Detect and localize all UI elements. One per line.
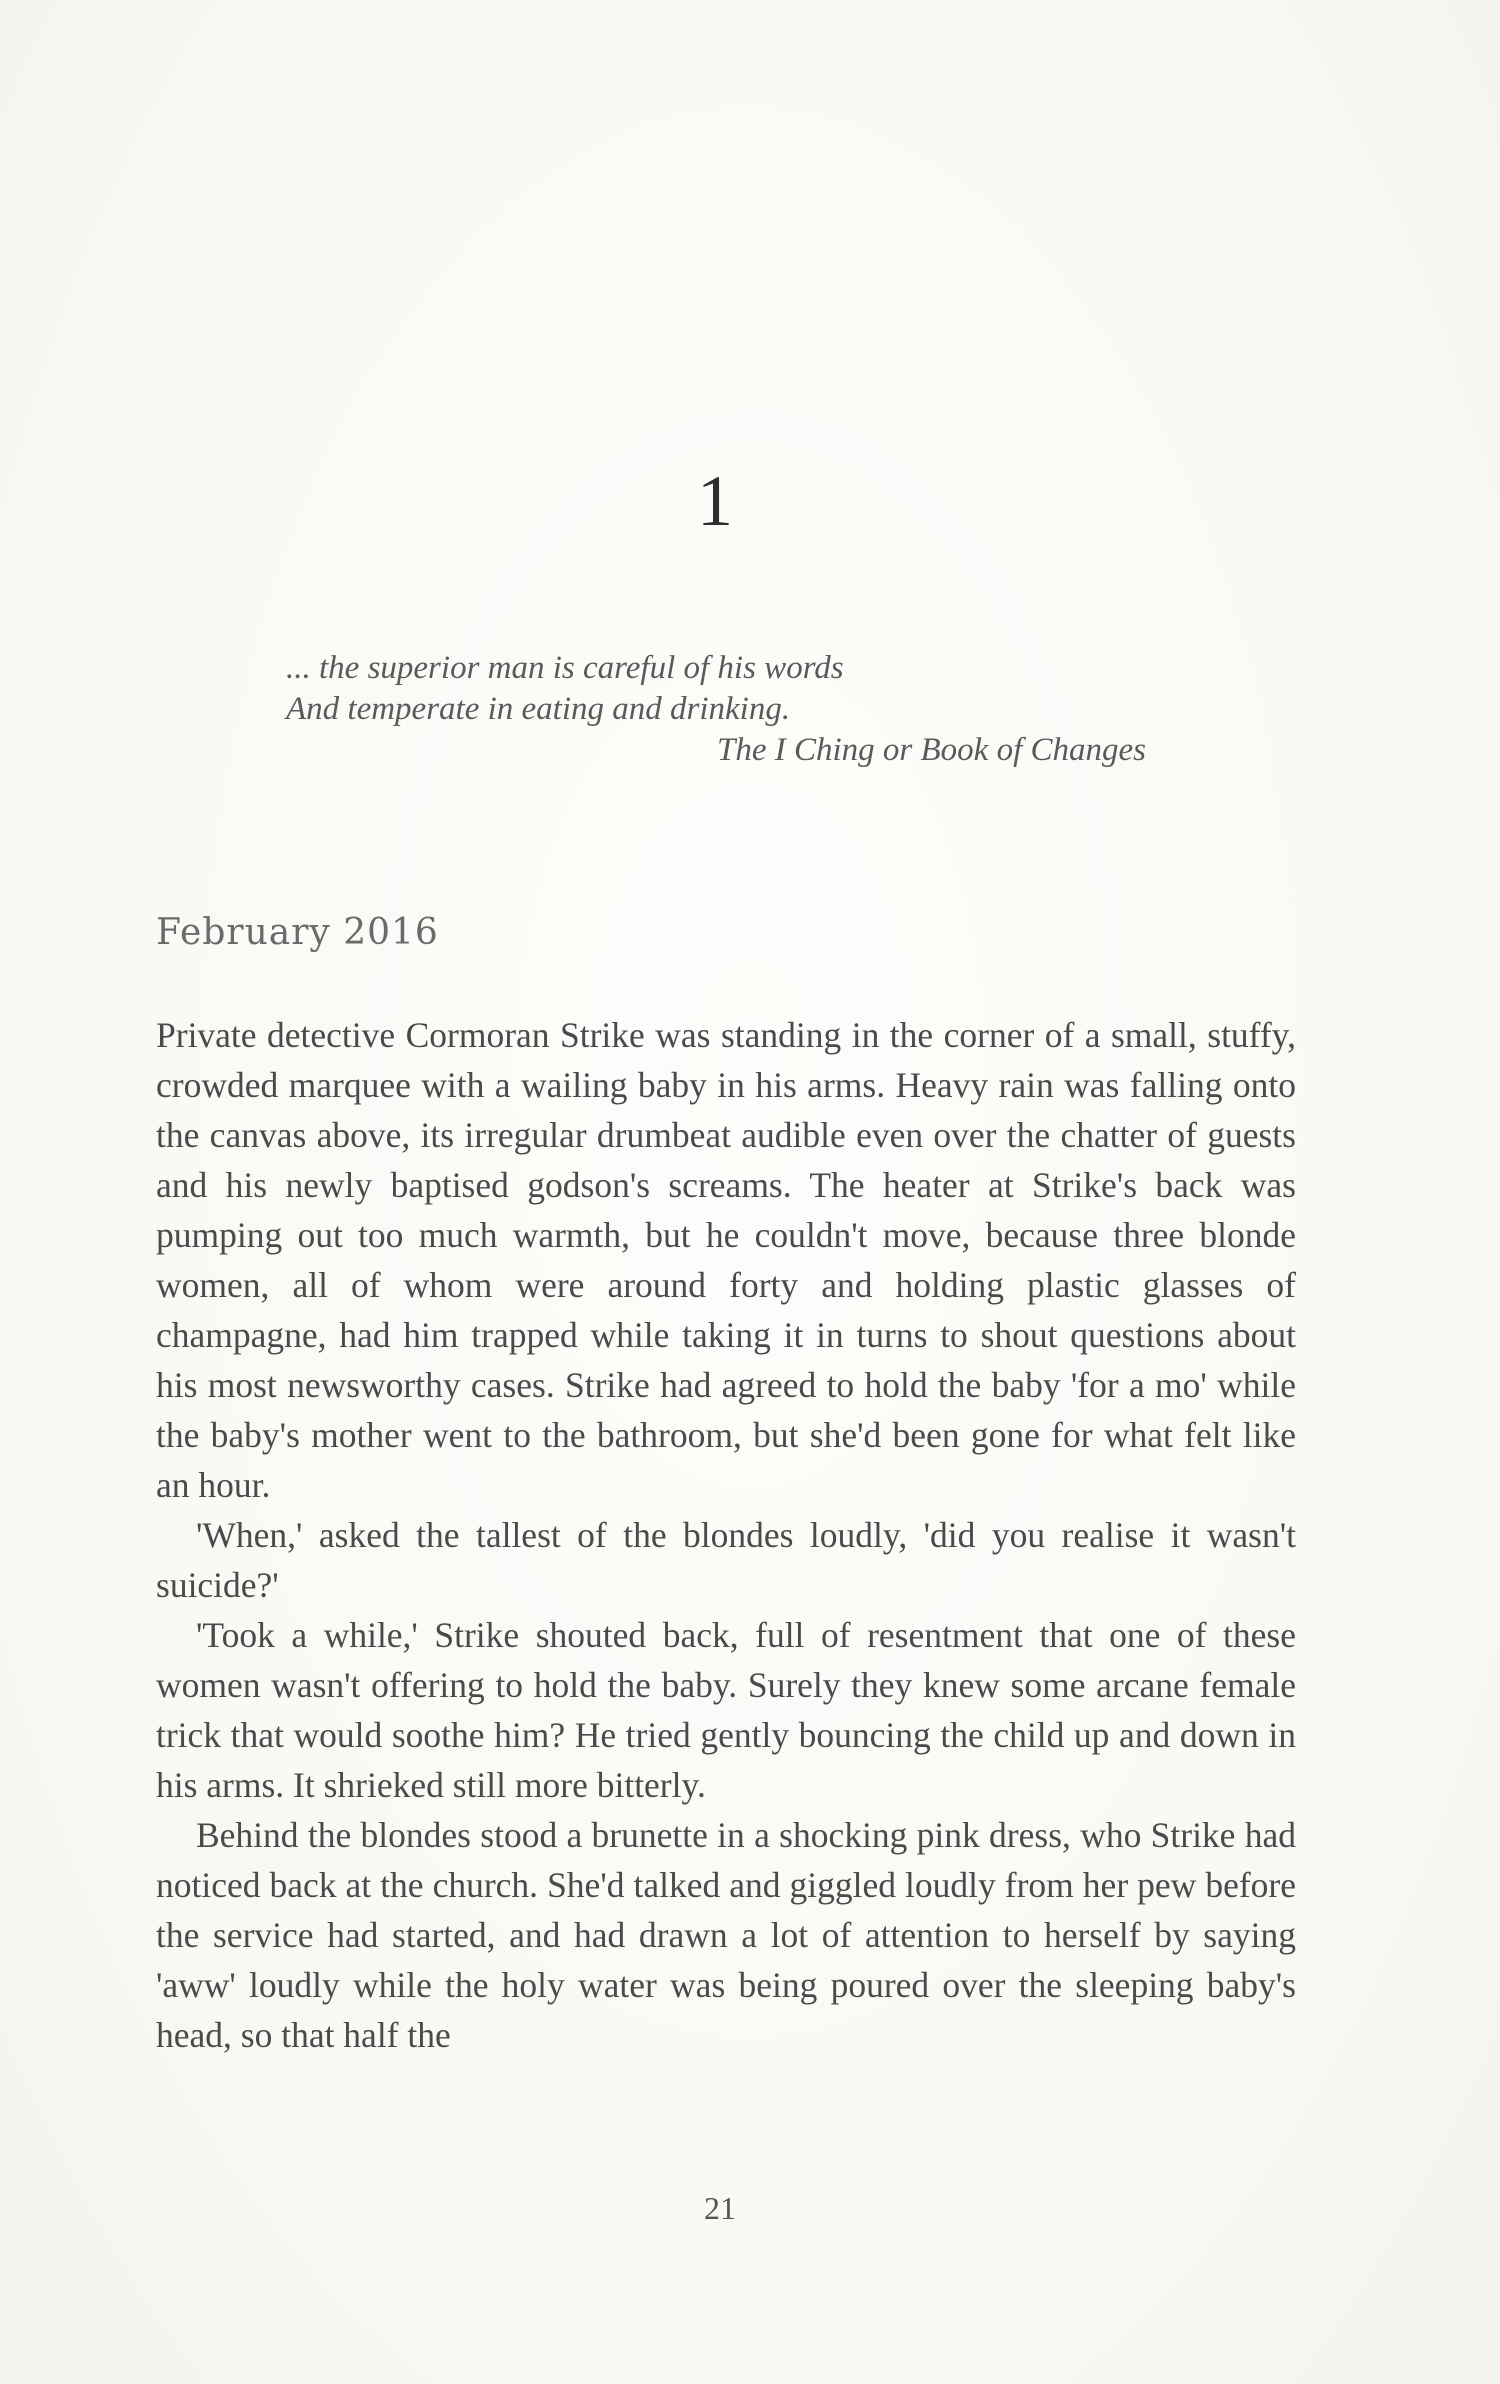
body-text [156, 1010, 1296, 2060]
epigraph-line-2: And temperate in eating and drinking. [286, 691, 791, 727]
epigraph-line-1: ... the superior man is careful of his words [286, 650, 844, 686]
body-paragraph-1: Private detective Cormoran Strike was standing in the corner of a small, stuffy, crowded marquee with a wailing baby in his arms. Heavy rain was falling onto the canvas above, its irregular drumbeat audible even over the chatter of guests and his newly baptised godson's screams. The heater at Strike's back was pumping out too much warmth, but he couldn't move, because three blonde women, all of whom were around forty and holding plastic glasses of champagne, had him trapped while taking it in turns to shout questions about his most newsworthy cases. Strike had agreed to hold the baby 'for a mo' while the baby's mother went to the bathroom, but she'd been gone for what felt like an hour. [156, 1015, 1296, 1505]
epigraph [286, 648, 1146, 771]
section-date-heading: February 2016 [156, 912, 439, 953]
epigraph-source: The I Ching or Book of Changes [717, 732, 1146, 768]
body-paragraph-3: 'Took a while,' Strike shouted back, full of resentment that one of these women wasn't offering to hold the baby. Surely they knew some arcane female trick that would soothe him? He tried gently bouncing the child up and down in his arms. It shrieked still more bitterly. [156, 1615, 1296, 1805]
body-paragraph-2: 'When,' asked the tallest of the blondes loudly, 'did you realise it wasn't suicide?' [156, 1515, 1296, 1605]
chapter-number: 1 [697, 461, 733, 541]
body-paragraph-4: Behind the blondes stood a brunette in a shocking pink dress, who Strike had noticed back at the church. She'd talked and giggled loudly from her pew before the service had started, and had drawn a lot of attention to herself by saying 'aww' loudly while the holy water was being poured over the sleeping baby's head, so that half the [156, 1815, 1296, 2055]
page-number: 21 [704, 2190, 736, 2226]
